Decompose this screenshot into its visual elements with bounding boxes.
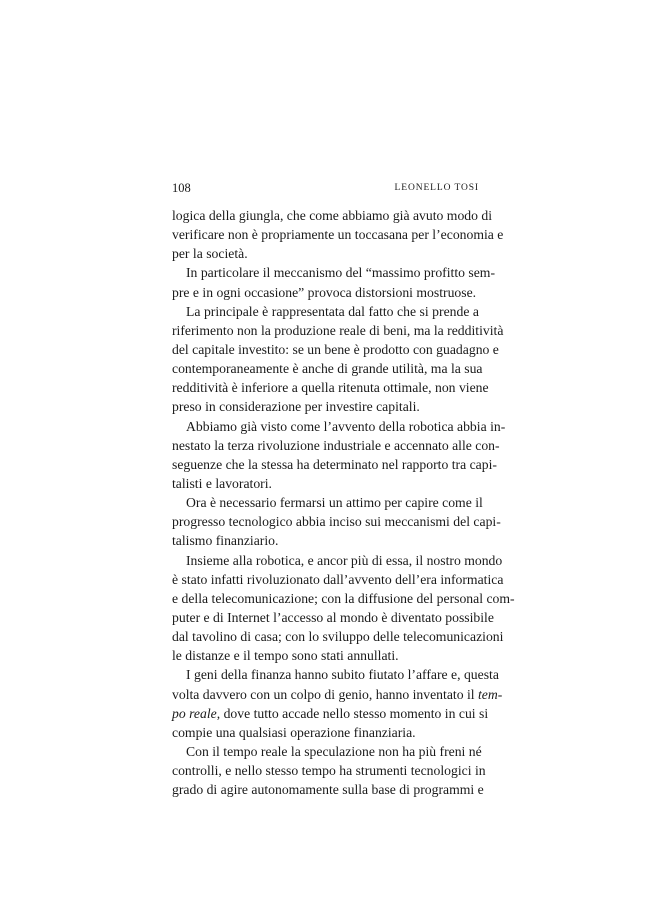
- text-line: riferimento non la produzione reale di beni, ma la redditività: [172, 322, 504, 338]
- text-line: La principale è rappresentata dal fatto che si prende a: [186, 303, 479, 319]
- text-line: Abbiamo già visto come l’avvento della robotica abbia in-: [186, 418, 506, 434]
- italic-term: po reale: [172, 705, 217, 721]
- text-line: logica della giungla, che come abbiamo già avuto modo di: [172, 208, 493, 223]
- text-line: nestato la terza rivoluzione industriale e accennato alle con-: [172, 437, 500, 453]
- text-line: compie una qualsiasi operazione finanziaria.: [172, 724, 416, 740]
- text-line: puter e di Internet l’accesso al mondo è diventato possibile: [172, 609, 494, 625]
- text-line: Con il tempo reale la speculazione non ha più freni né: [186, 743, 482, 759]
- text-line: pre e in ogni occasione” provoca distorsioni mostruose.: [172, 284, 477, 300]
- text-line: del capitale investito: se un bene è prodotto con guadagno e: [172, 341, 499, 357]
- text-line: progresso tecnologico abbia inciso sui meccanismi del capi-: [172, 514, 501, 530]
- page-number: 108: [172, 181, 191, 195]
- text-line: In particolare il meccanismo del “massimo profitto sem-: [186, 265, 496, 281]
- text-line: le distanze e il tempo sono stati annullati.: [172, 648, 399, 664]
- text-line: verificare non è propriamente un toccasana per l’economia e: [172, 227, 504, 243]
- text-line: talismo finanziario.: [172, 533, 279, 549]
- text-line: redditività è inferiore a quella ritenuta ottimale, non viene: [172, 380, 489, 396]
- text-line: dal tavolino di casa; con lo sviluppo delle telecomunicazioni: [172, 629, 504, 645]
- text-line: grado di agire autonomamente sulla base di programmi e: [172, 782, 484, 798]
- text-line: I geni della finanza hanno subito fiutato l’affare e, questa: [186, 667, 499, 683]
- italic-term: tem-: [478, 686, 503, 702]
- text-line: per la società.: [172, 246, 248, 262]
- text-line: [172, 704, 489, 723]
- text-line: seguenze che la stessa ha determinato nel rapporto tra capi-: [172, 456, 497, 472]
- page-header: [172, 180, 479, 196]
- running-head: LEONELLO TOSI: [394, 183, 479, 193]
- text-line: è stato infatti rivoluzionato dall’avvento dell’era informatica: [172, 571, 504, 587]
- text-line: preso in considerazione per investire capitali.: [172, 399, 420, 415]
- text-line: controlli, e nello stesso tempo ha strumenti tecnologici in: [172, 763, 486, 779]
- text-line: Ora è necessario fermarsi un attimo per capire come il: [186, 495, 483, 511]
- text-line: talisti e lavoratori.: [172, 475, 272, 491]
- text-line: e della telecomunicazione; con la diffusione del personal com-: [172, 590, 515, 606]
- text-run: , dove tutto accade nello stesso momento in cui si: [216, 705, 489, 721]
- text-run: volta davvero con un colpo di genio, hanno inventato il: [172, 686, 478, 702]
- text-line: Insieme alla robotica, e ancor più di essa, il nostro mondo: [186, 552, 503, 568]
- text-line: contemporaneamente è anche di grande utilità, ma la sua: [172, 361, 483, 377]
- text-line: [172, 685, 503, 704]
- body-text: [172, 206, 515, 799]
